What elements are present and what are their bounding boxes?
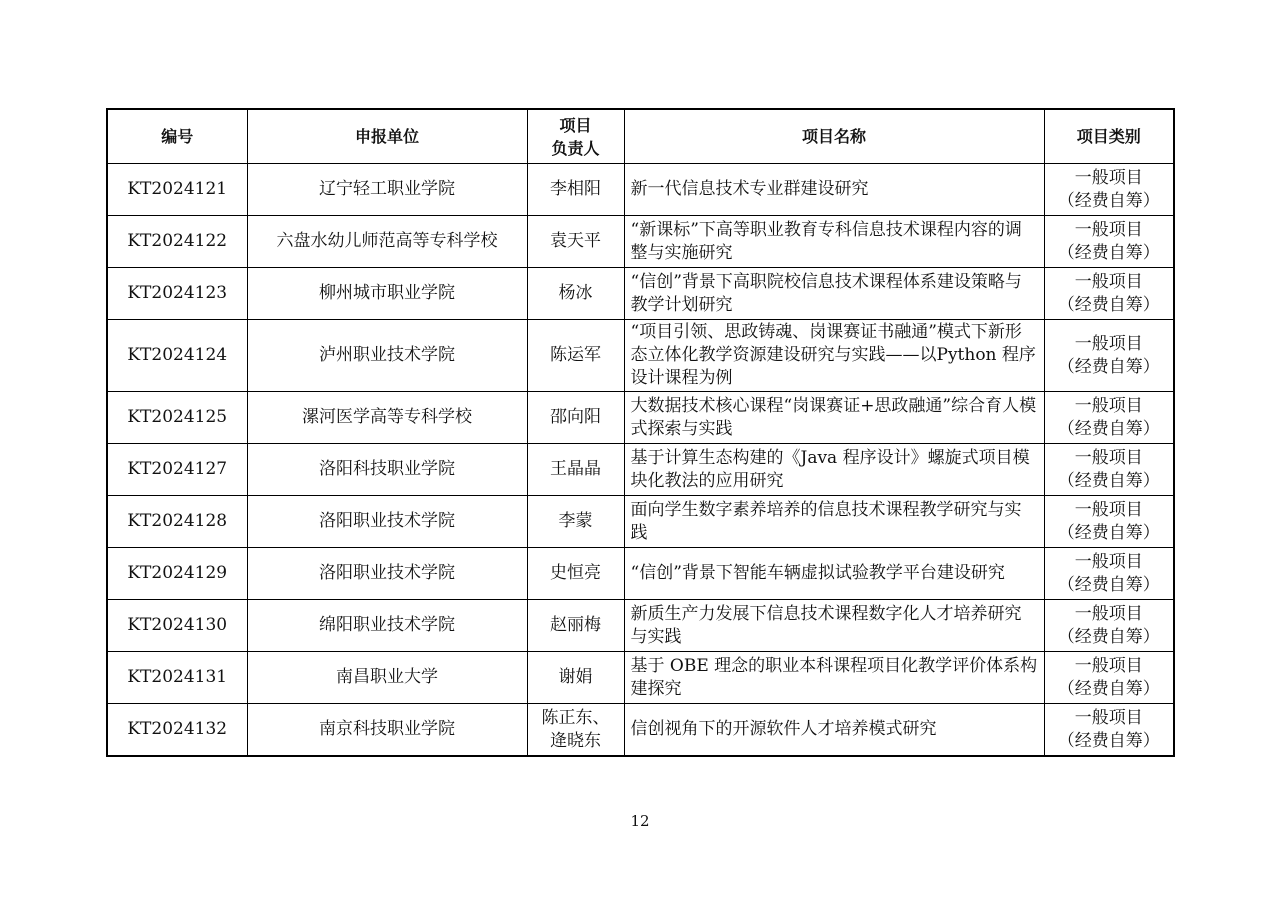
page-number: 12 — [630, 812, 650, 830]
cell-type-text: 一般项目 （经费自筹） — [1057, 499, 1160, 543]
cell-unit: 南昌职业大学 — [247, 652, 527, 704]
cell-lead-text: 史恒亮 — [550, 563, 601, 583]
cell-lead-text: 邵向阳 — [550, 407, 601, 427]
header-lead-text: 项目 负责人 — [551, 115, 600, 158]
cell-lead — [527, 704, 624, 757]
table-row — [107, 548, 1174, 600]
cell-id: KT2024122 — [107, 216, 247, 268]
cell-name: 大数据技术核心课程“岗课赛证+思政融通”综合育人模式探索与实践 — [624, 392, 1044, 444]
cell-type-text: 一般项目 （经费自筹） — [1057, 333, 1160, 377]
cell-type — [1044, 392, 1174, 444]
header-type: 项目类别 — [1044, 109, 1174, 164]
cell-lead-text: 李蒙 — [558, 511, 593, 531]
cell-unit: 泸州职业技术学院 — [247, 320, 527, 392]
header-unit: 申报单位 — [247, 109, 527, 164]
cell-type-text: 一般项目 （经费自筹） — [1057, 395, 1160, 439]
cell-name: “项目引领、思政铸魂、岗课赛证书融通”模式下新形态立体化教学资源建设研究与实践——以Python 程序设计课程为例 — [624, 320, 1044, 392]
header-id: 编号 — [107, 109, 247, 164]
cell-type — [1044, 600, 1174, 652]
cell-lead-text: 谢娟 — [558, 667, 593, 687]
cell-id: KT2024128 — [107, 496, 247, 548]
cell-lead — [527, 548, 624, 600]
cell-id: KT2024123 — [107, 268, 247, 320]
cell-unit: 南京科技职业学院 — [247, 704, 527, 757]
cell-name: “新课标”下高等职业教育专科信息技术课程内容的调整与实施研究 — [624, 216, 1044, 268]
cell-id: KT2024121 — [107, 164, 247, 216]
cell-id: KT2024127 — [107, 444, 247, 496]
cell-name: 信创视角下的开源软件人才培养模式研究 — [624, 704, 1044, 757]
cell-type-text: 一般项目 （经费自筹） — [1057, 447, 1160, 491]
cell-lead — [527, 216, 624, 268]
cell-lead — [527, 600, 624, 652]
cell-id: KT2024129 — [107, 548, 247, 600]
table-row — [107, 496, 1174, 548]
cell-name: 新一代信息技术专业群建设研究 — [624, 164, 1044, 216]
project-table — [106, 108, 1175, 757]
cell-type-text: 一般项目 （经费自筹） — [1057, 603, 1160, 647]
cell-lead-text: 陈正东、 逄晓东 — [541, 707, 610, 751]
cell-id: KT2024131 — [107, 652, 247, 704]
cell-lead — [527, 268, 624, 320]
cell-type — [1044, 216, 1174, 268]
cell-lead — [527, 496, 624, 548]
cell-unit: 六盘水幼儿师范高等专科学校 — [247, 216, 527, 268]
cell-lead-text: 杨冰 — [558, 283, 593, 303]
cell-name: 新质生产力发展下信息技术课程数字化人才培养研究与实践 — [624, 600, 1044, 652]
cell-lead-text: 赵丽梅 — [550, 615, 601, 635]
table-row — [107, 600, 1174, 652]
cell-lead — [527, 392, 624, 444]
table-row — [107, 392, 1174, 444]
cell-id: KT2024130 — [107, 600, 247, 652]
table-row — [107, 320, 1174, 392]
cell-name: “信创”背景下智能车辆虚拟试验教学平台建设研究 — [624, 548, 1044, 600]
cell-type — [1044, 444, 1174, 496]
table-row — [107, 268, 1174, 320]
cell-unit: 绵阳职业技术学院 — [247, 600, 527, 652]
cell-unit: 漯河医学高等专科学校 — [247, 392, 527, 444]
cell-unit: 洛阳科技职业学院 — [247, 444, 527, 496]
header-lead — [527, 109, 624, 164]
cell-id: KT2024124 — [107, 320, 247, 392]
header-name: 项目名称 — [624, 109, 1044, 164]
table-row — [107, 216, 1174, 268]
cell-type — [1044, 548, 1174, 600]
cell-lead — [527, 444, 624, 496]
cell-type — [1044, 496, 1174, 548]
cell-unit: 洛阳职业技术学院 — [247, 548, 527, 600]
cell-lead — [527, 652, 624, 704]
cell-id: KT2024125 — [107, 392, 247, 444]
cell-name: “信创”背景下高职院校信息技术课程体系建设策略与教学计划研究 — [624, 268, 1044, 320]
cell-name: 基于计算生态构建的《Java 程序设计》螺旋式项目模块化教法的应用研究 — [624, 444, 1044, 496]
cell-type-text: 一般项目 （经费自筹） — [1057, 271, 1160, 315]
cell-type — [1044, 268, 1174, 320]
cell-unit: 辽宁轻工职业学院 — [247, 164, 527, 216]
cell-name: 基于 OBE 理念的职业本科课程项目化教学评价体系构建探究 — [624, 652, 1044, 704]
table-row — [107, 164, 1174, 216]
cell-type-text: 一般项目 （经费自筹） — [1057, 219, 1160, 263]
table-row — [107, 652, 1174, 704]
cell-lead-text: 李相阳 — [550, 179, 601, 199]
cell-lead — [527, 320, 624, 392]
cell-lead-text: 陈运军 — [550, 345, 601, 365]
table-row — [107, 444, 1174, 496]
cell-type-text: 一般项目 （经费自筹） — [1057, 655, 1160, 699]
cell-type — [1044, 320, 1174, 392]
table-header-row — [107, 109, 1174, 164]
cell-type — [1044, 652, 1174, 704]
cell-type-text: 一般项目 （经费自筹） — [1057, 551, 1160, 595]
cell-type-text: 一般项目 （经费自筹） — [1057, 167, 1160, 211]
cell-lead-text: 王晶晶 — [550, 459, 601, 479]
cell-lead-text: 袁天平 — [550, 231, 601, 251]
cell-type-text: 一般项目 （经费自筹） — [1057, 707, 1160, 751]
cell-id: KT2024132 — [107, 704, 247, 757]
table-row — [107, 704, 1174, 757]
cell-unit: 柳州城市职业学院 — [247, 268, 527, 320]
cell-name: 面向学生数字素养培养的信息技术课程教学研究与实践 — [624, 496, 1044, 548]
cell-type — [1044, 704, 1174, 757]
cell-lead — [527, 164, 624, 216]
cell-type — [1044, 164, 1174, 216]
cell-unit: 洛阳职业技术学院 — [247, 496, 527, 548]
